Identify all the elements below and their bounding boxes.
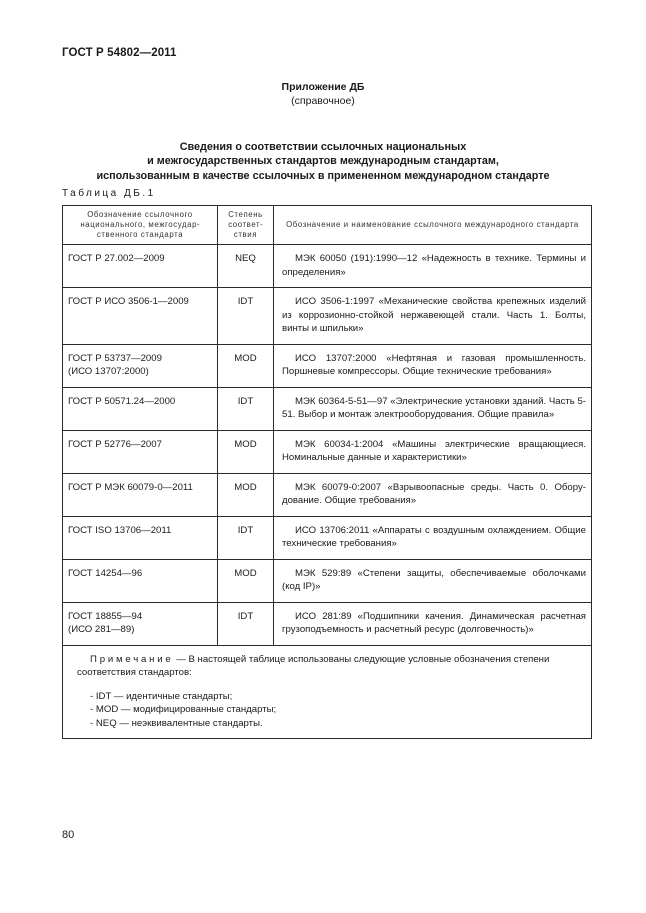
cell-standard: ГОСТ 14254—96 bbox=[63, 559, 218, 602]
section-title-line-1: Сведения о соответствии ссылочных национальных bbox=[179, 141, 467, 153]
table-row bbox=[63, 387, 592, 430]
cell-degree: IDT bbox=[218, 387, 274, 430]
cell-degree: IDT bbox=[218, 516, 274, 559]
section-title-line-3: использованным в качестве ссылочных в примененном международном стандарте bbox=[96, 169, 550, 182]
cell-standard: ГОСТ Р ИСО 3506-1—2009 bbox=[63, 288, 218, 345]
cell-international: ИСО 13706:2011 «Аппараты с воздушным охлаждением. Общие технические требования» bbox=[274, 516, 592, 559]
note-list bbox=[77, 690, 577, 731]
appendix-subtitle: (справочное) bbox=[291, 95, 355, 107]
appendix-heading bbox=[0, 80, 646, 108]
note-paragraph bbox=[77, 653, 577, 680]
table-label: Таблица ДБ.1 bbox=[62, 188, 156, 199]
table-note-row bbox=[63, 645, 592, 739]
note-list-item: - NEQ — неэквивалентные стандарты. bbox=[90, 717, 263, 729]
cell-international: МЭК 60364-5-51—97 «Электрические установки зданий. Часть 5-51. Выбор и монтаж электрооборудования. Общие правила» bbox=[274, 387, 592, 430]
cell-international: МЭК 529:89 «Степени защиты, обеспечиваемые оболочками (код IP)» bbox=[274, 559, 592, 602]
cell-degree: IDT bbox=[218, 602, 274, 645]
cell-degree: NEQ bbox=[218, 245, 274, 288]
cell-standard: ГОСТ Р МЭК 60079-0—2011 bbox=[63, 473, 218, 516]
note-list-item: - IDT — идентичные стандарты; bbox=[90, 690, 233, 702]
section-title bbox=[0, 140, 646, 183]
appendix-title: Приложение ДБ bbox=[281, 81, 365, 93]
cell-degree: IDT bbox=[218, 288, 274, 345]
table-header-row bbox=[63, 206, 592, 245]
cell-international: ИСО 281:89 «Подшипники качения. Динамическая расчетная грузоподъемность и расчетный ресурс (долговечность)» bbox=[274, 602, 592, 645]
table-row bbox=[63, 473, 592, 516]
cell-international: МЭК 60034-1:2004 «Машины электрические вращающиеся. Номинальные данные и характеристики» bbox=[274, 430, 592, 473]
cell-international: МЭК 60079-0:2007 «Взрывоопасные среды. Часть 0. Оборудование. Общие требования» bbox=[274, 473, 592, 516]
correspondence-table-wrapper bbox=[62, 205, 591, 739]
cell-standard: ГОСТ Р 53737—2009 (ИСО 13707:2000) bbox=[63, 344, 218, 387]
table-row bbox=[63, 430, 592, 473]
correspondence-table bbox=[62, 205, 592, 739]
cell-international: ИСО 13707:2000 «Нефтяная и газовая промышленность. Поршневые компрессоры. Общие технические требования» bbox=[274, 344, 592, 387]
table-note bbox=[63, 645, 592, 739]
table-row bbox=[63, 245, 592, 288]
table-row bbox=[63, 559, 592, 602]
cell-degree: MOD bbox=[218, 473, 274, 516]
cell-standard: ГОСТ Р 50571.24—2000 bbox=[63, 387, 218, 430]
cell-standard: ГОСТ Р 27.002—2009 bbox=[63, 245, 218, 288]
cell-degree: MOD bbox=[218, 430, 274, 473]
section-title-line-2: и межгосударственных стандартов международным стандартам, bbox=[147, 155, 499, 168]
table-row bbox=[63, 602, 592, 645]
cell-standard: ГОСТ Р 52776—2007 bbox=[63, 430, 218, 473]
note-label: Примечание bbox=[90, 653, 174, 665]
page-number: 80 bbox=[62, 829, 75, 841]
cell-international: МЭК 60050 (191):1990—12 «Надежность в технике. Термины и определения» bbox=[274, 245, 592, 288]
column-header-international: Обозначение и наименование ссылочного международного стандарта bbox=[274, 206, 592, 245]
note-list-item: - MOD — модифицированные стандарты; bbox=[90, 704, 277, 715]
table-row bbox=[63, 516, 592, 559]
table-row bbox=[63, 288, 592, 345]
column-header-standard: Обозначение ссылочного национального, межгосударственного стандарта bbox=[63, 206, 218, 245]
cell-standard: ГОСТ 18855—94 (ИСО 281—89) bbox=[63, 602, 218, 645]
column-header-degree: Степень соответствия bbox=[218, 206, 274, 245]
cell-degree: MOD bbox=[218, 344, 274, 387]
table-row bbox=[63, 344, 592, 387]
document-code: ГОСТ Р 54802—2011 bbox=[62, 47, 177, 59]
note-text: — В настоящей таблице использованы следующие условные обозначения степени соответствия стандартов: bbox=[77, 653, 550, 678]
cell-international: ИСО 3506-1:1997 «Механические свойства крепежных изделий из коррозионно-стойкой нержавеющей стали. Часть 1. Болты, винты и шпильки» bbox=[274, 288, 592, 345]
cell-standard: ГОСТ ISO 13706—2011 bbox=[63, 516, 218, 559]
cell-degree: MOD bbox=[218, 559, 274, 602]
